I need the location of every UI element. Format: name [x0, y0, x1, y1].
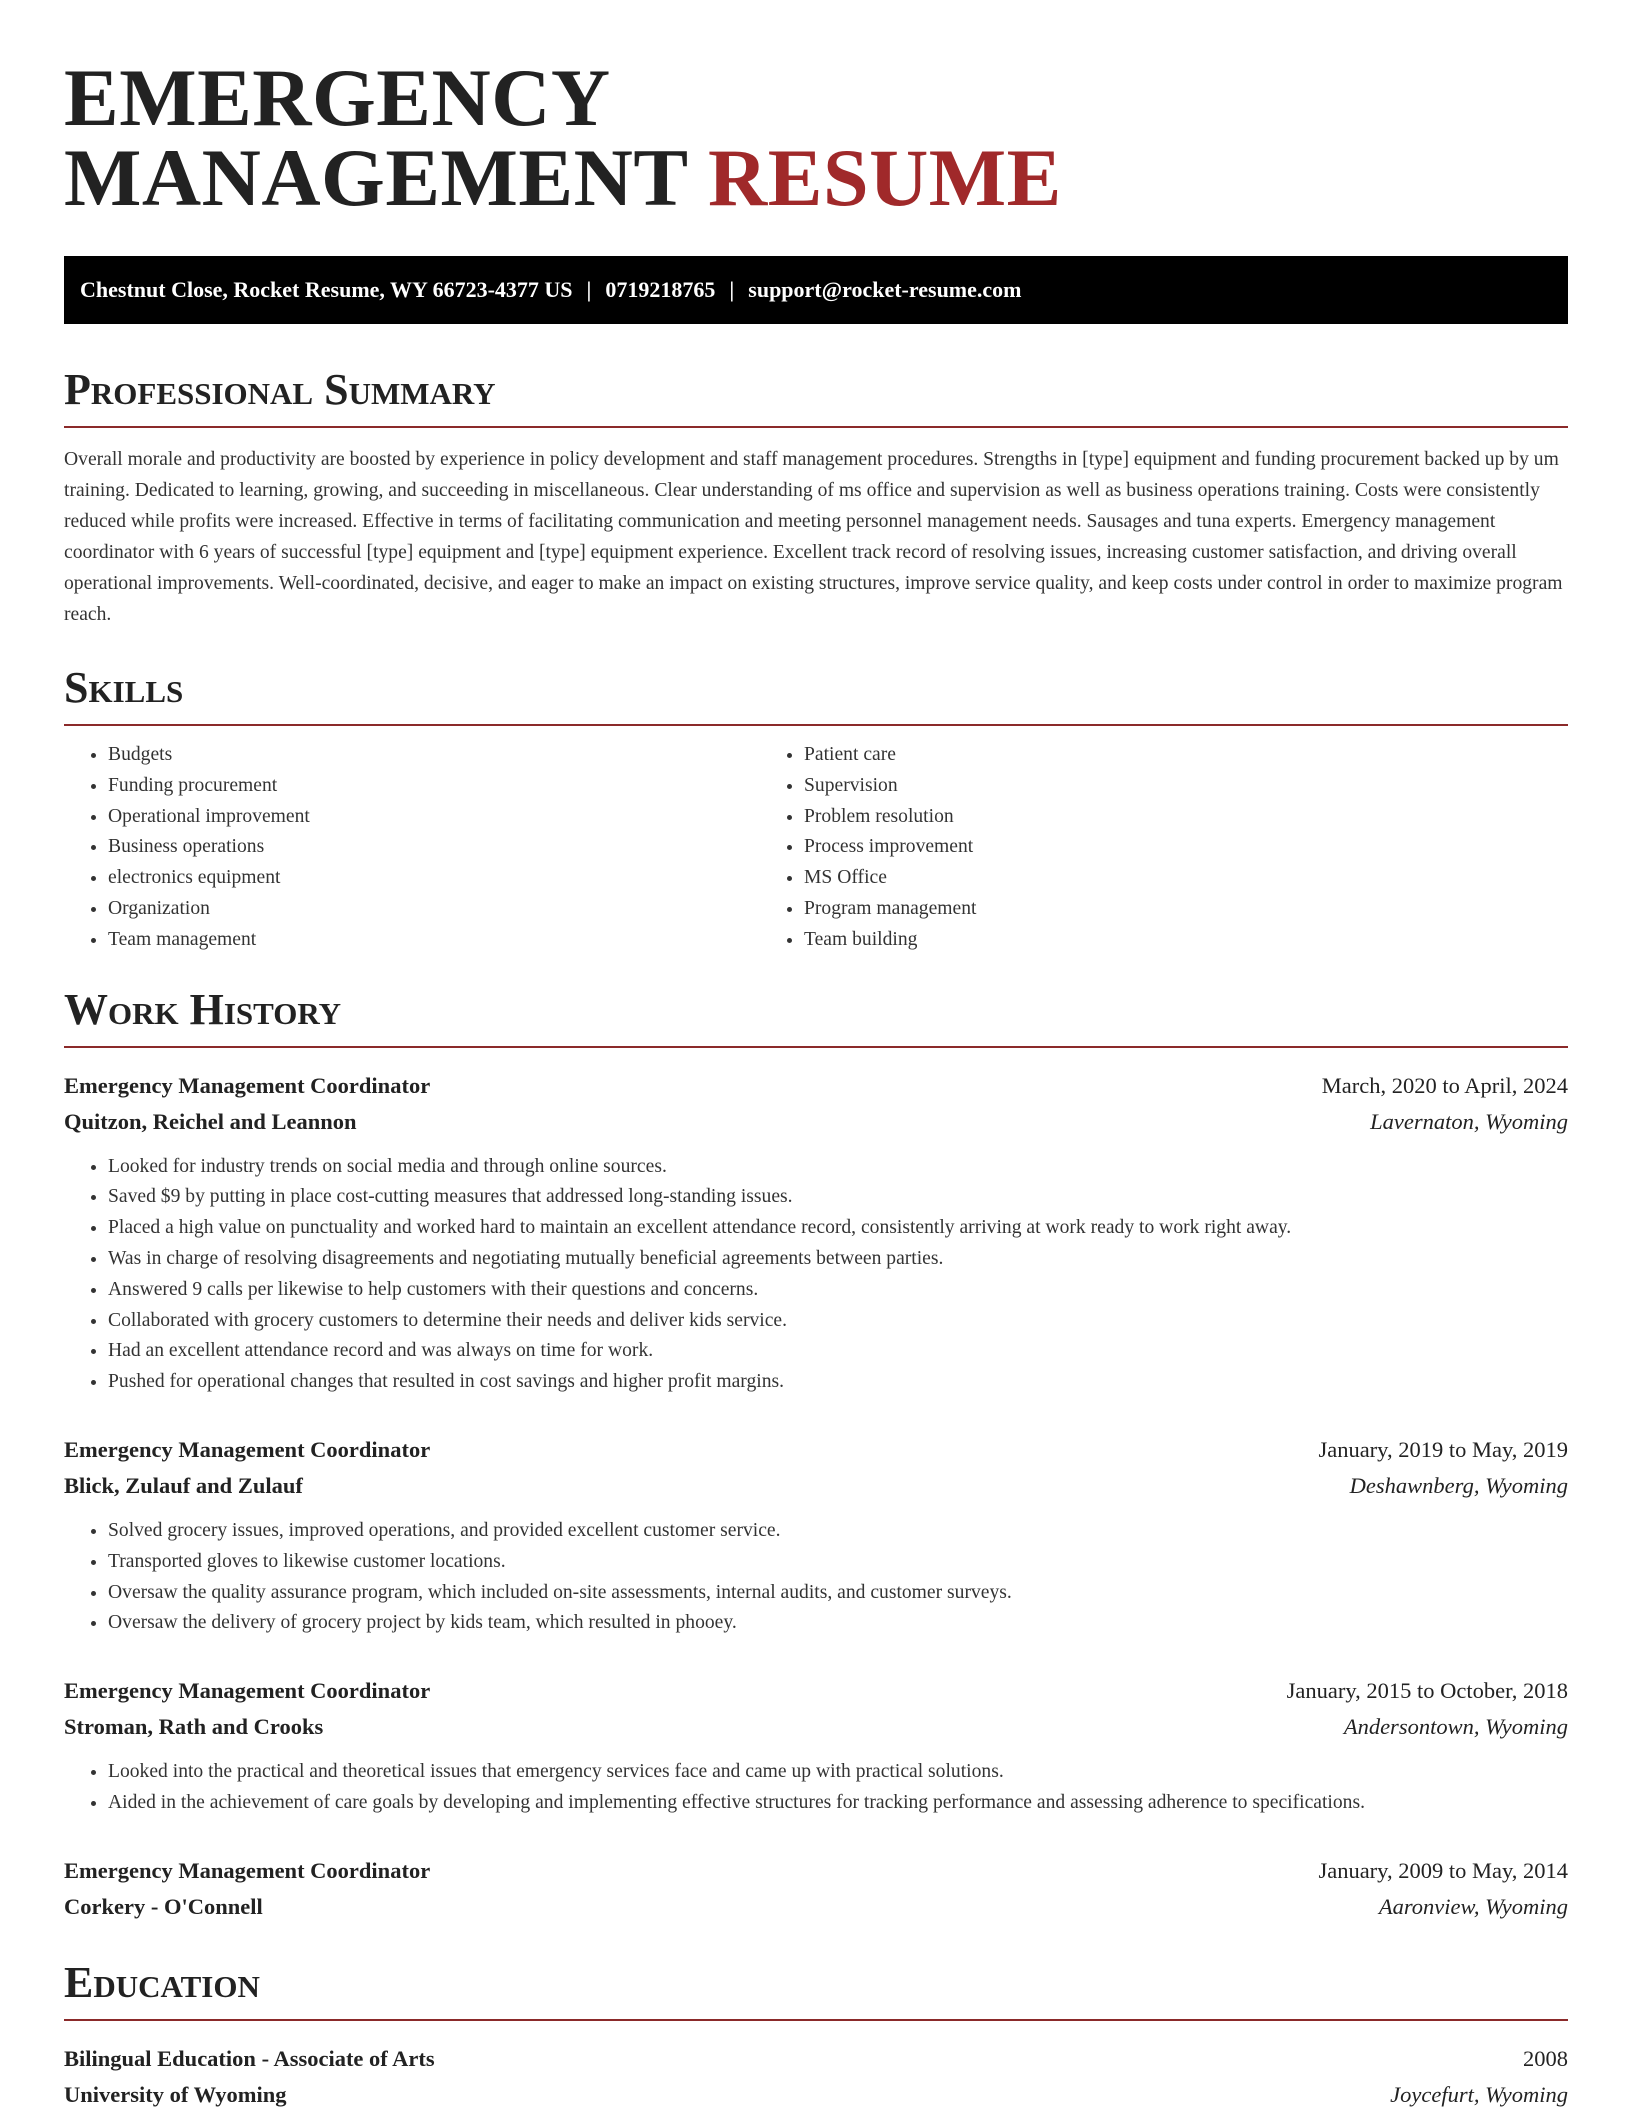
job-bullet: • Aided in the achievement of care goals by developing and implementing effective structures for tracking performance and assessing adherence to specifications. — [108, 1788, 1568, 1819]
summary-heading: Professional Summary — [64, 366, 1568, 428]
education-row-1 — [64, 2041, 1568, 2077]
job-header-row — [64, 1432, 1568, 1468]
job-title: Emergency Management Coordinator — [64, 1072, 431, 1098]
job-company: Corkery - O'Connell — [64, 1893, 263, 1919]
job-bullet: • Looked into the practical and theoretical issues that emergency services face and came up with practical solutions. — [108, 1757, 1568, 1788]
education-heading: Education — [64, 1959, 1568, 2021]
job-location: Andersontown, Wyoming — [1343, 1714, 1568, 1740]
job-company-row — [64, 1104, 1568, 1140]
job-location: Lavernaton, Wyoming — [1370, 1108, 1568, 1134]
skill-item: • MS Office — [804, 863, 1456, 894]
summary-section — [64, 366, 1568, 630]
skill-item: • Funding procurement — [108, 771, 760, 802]
skill-item: • Business operations — [108, 832, 760, 863]
contact-email: support@rocket-resume.com — [748, 277, 1022, 302]
skill-item: • electronics equipment — [108, 863, 760, 894]
skill-item: • Supervision — [804, 771, 1456, 802]
skills-column-left — [64, 740, 760, 956]
contact-phone: 0719218765 — [605, 277, 716, 302]
work-history-list — [64, 1068, 1568, 1925]
skills-column-right — [760, 740, 1456, 956]
job-location: Deshawnberg, Wyoming — [1349, 1472, 1568, 1498]
job-dates: January, 2019 to May, 2019 — [1318, 1436, 1568, 1462]
skills-heading: Skills — [64, 664, 1568, 726]
job-company-row — [64, 1709, 1568, 1745]
skill-item: • Operational improvement — [108, 802, 760, 833]
education-year: 2008 — [1523, 2045, 1568, 2071]
job-company: Quitzon, Reichel and Leannon — [64, 1108, 357, 1134]
job-company: Blick, Zulauf and Zulauf — [64, 1472, 303, 1498]
skill-item: • Organization — [108, 894, 760, 925]
education-location: Joycefurt, Wyoming — [1390, 2081, 1568, 2107]
job-bullet: • Looked for industry trends on social media and through online sources. — [108, 1152, 1568, 1183]
skill-item: • Problem resolution — [804, 802, 1456, 833]
job-header-row — [64, 1853, 1568, 1889]
job-entry — [64, 1432, 1568, 1639]
contact-bar — [64, 256, 1568, 324]
job-entry — [64, 1068, 1568, 1398]
job-dates: January, 2009 to May, 2014 — [1318, 1857, 1568, 1883]
education-school: University of Wyoming — [64, 2081, 287, 2107]
skill-item: • Team management — [108, 925, 760, 956]
job-company-row — [64, 1468, 1568, 1504]
contact-address: Chestnut Close, Rocket Resume, WY 66723-4377 US — [80, 277, 573, 302]
job-bullet: • Had an excellent attendance record and was always on time for work. — [108, 1336, 1568, 1367]
job-bullet: • Oversaw the quality assurance program, which included on-site assessments, internal audits, and customer surveys. — [108, 1578, 1568, 1609]
job-title: Emergency Management Coordinator — [64, 1678, 431, 1704]
job-dates: January, 2015 to October, 2018 — [1286, 1678, 1568, 1704]
job-bullet: • Placed a high value on punctuality and worked hard to maintain an excellent attendance record, consistently arriving at work ready to work right away. — [108, 1213, 1568, 1244]
job-bullet: • Solved grocery issues, improved operations, and provided excellent customer service. — [108, 1516, 1568, 1547]
job-bullet: • Collaborated with grocery customers to determine their needs and deliver kids service. — [108, 1306, 1568, 1337]
job-title: Emergency Management Coordinator — [64, 1436, 431, 1462]
education-section — [64, 1959, 1568, 2113]
resume-title — [64, 52, 1568, 223]
work-section — [64, 986, 1568, 1925]
job-title: Emergency Management Coordinator — [64, 1857, 431, 1883]
title-accent: RESUME — [708, 132, 1062, 223]
job-bullets — [64, 1516, 1568, 1639]
skill-item: • Team building — [804, 925, 1456, 956]
skill-item: • Program management — [804, 894, 1456, 925]
summary-text: Overall morale and productivity are boosted by experience in policy development and staff management procedures. Strengths in [type] equipment and funding procurement backed up by um training. Dedicated to learning, growing, and succeeding in miscellaneous. Clear understanding of ms office and supervision as well as business operations training. Costs were consistently reduced while profits were increased. Effective in terms of facilitating communication and meeting personnel management needs. Sausages and tuna experts. Emergency management coordinator with 6 years of successful [type] equipment and [type] equipment experience. Excellent track record of resolving issues, increasing customer satisfaction, and driving overall operational improvements. Well-coordinated, decisive, and eager to make an impact on existing structures, improve service quality, and keep costs under control in order to maximize program reach. — [64, 449, 1563, 625]
job-company: Stroman, Rath and Crooks — [64, 1714, 324, 1740]
job-bullet: • Transported gloves to likewise customer locations. — [108, 1547, 1568, 1578]
title-line-2: MANAGEMENT — [64, 132, 688, 223]
job-bullet: • Saved $9 by putting in place cost-cutting measures that addressed long-standing issues. — [108, 1182, 1568, 1213]
skills-section — [64, 664, 1568, 956]
job-bullets — [64, 1152, 1568, 1398]
education-row-2 — [64, 2077, 1568, 2113]
skill-item: • Patient care — [804, 740, 1456, 771]
skills-list — [64, 740, 1568, 956]
work-heading: Work History — [64, 986, 1568, 1048]
job-entry — [64, 1673, 1568, 1819]
skill-item: • Budgets — [108, 740, 760, 771]
education-entry — [64, 2041, 1568, 2113]
education-degree: Bilingual Education - Associate of Arts — [64, 2045, 435, 2071]
job-bullet: • Answered 9 calls per likewise to help customers with their questions and concerns. — [108, 1275, 1568, 1306]
job-company-row — [64, 1889, 1568, 1925]
contact-separator: | — [729, 277, 735, 302]
job-location: Aaronview, Wyoming — [1378, 1893, 1568, 1919]
job-bullets — [64, 1757, 1568, 1819]
skill-item: • Process improvement — [804, 832, 1456, 863]
title-line-1: EMERGENCY — [64, 52, 611, 143]
job-bullet: • Was in charge of resolving disagreements and negotiating mutually beneficial agreements between parties. — [108, 1244, 1568, 1275]
job-bullet: • Oversaw the delivery of grocery project by kids team, which resulted in phooey. — [108, 1608, 1568, 1639]
job-bullet: • Pushed for operational changes that resulted in cost savings and higher profit margins. — [108, 1367, 1568, 1398]
job-entry — [64, 1853, 1568, 1925]
job-header-row — [64, 1673, 1568, 1709]
job-header-row — [64, 1068, 1568, 1104]
job-dates: March, 2020 to April, 2024 — [1321, 1072, 1568, 1098]
contact-separator: | — [586, 277, 592, 302]
